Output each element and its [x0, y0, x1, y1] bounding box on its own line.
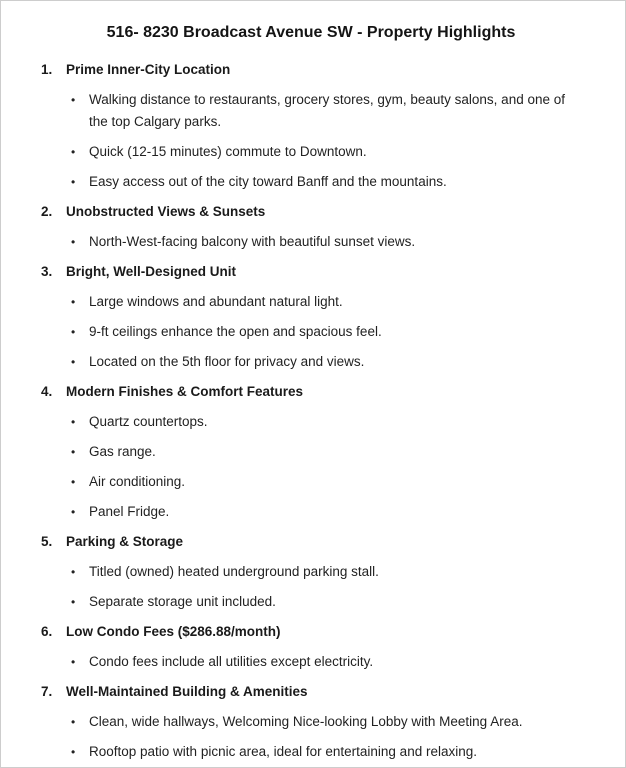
bullet-icon: • [71, 235, 76, 249]
bullet-icon: • [71, 175, 76, 189]
bullet-item [41, 741, 581, 763]
section-number: 7. [41, 684, 53, 699]
bullet-item [41, 171, 581, 193]
bullet-item [41, 231, 581, 253]
section-title: Low Condo Fees ($286.88/month) [66, 624, 281, 639]
section-heading [41, 201, 581, 223]
section-title: Well-Maintained Building & Amenities [66, 684, 308, 699]
section-heading [41, 381, 581, 403]
bullet-icon: • [71, 415, 76, 429]
section-title: Parking & Storage [66, 534, 184, 549]
bullet-icon: • [71, 715, 76, 729]
bullet-item [41, 321, 581, 343]
bullet-text: Walking distance to restaurants, grocery stores, gym, beauty salons, and one of the top Calgary parks. [89, 92, 565, 129]
bullet-icon: • [71, 565, 76, 579]
bullet-item [41, 501, 581, 523]
section-number: 5. [41, 534, 53, 549]
section-number: 1. [41, 62, 53, 77]
bullet-text: Titled (owned) heated underground parking stall. [89, 564, 379, 579]
bullet-item [41, 141, 581, 163]
bullet-item [41, 411, 581, 433]
bullet-text: Large windows and abundant natural light. [89, 294, 343, 309]
bullet-icon: • [71, 145, 76, 159]
bullet-item [41, 351, 581, 373]
bullet-text: Located on the 5th floor for privacy and views. [89, 354, 365, 369]
section-number: 3. [41, 264, 53, 279]
section-heading [41, 681, 581, 703]
section-title: Unobstructed Views & Sunsets [66, 204, 266, 219]
section-number: 4. [41, 384, 53, 399]
section-heading [41, 59, 581, 81]
bullet-item [41, 651, 581, 673]
bullet-text: Air conditioning. [89, 474, 186, 489]
bullet-icon: • [71, 745, 76, 759]
highlights-list [41, 59, 581, 763]
section-title: Modern Finishes & Comfort Features [66, 384, 304, 399]
bullet-icon: • [71, 445, 76, 459]
bullet-icon: • [71, 505, 76, 519]
bullet-item [41, 471, 581, 493]
bullet-icon: • [71, 93, 76, 107]
bullet-text: North-West-facing balcony with beautiful sunset views. [89, 234, 416, 249]
bullet-item [41, 89, 581, 133]
page-title: 516- 8230 Broadcast Avenue SW - Property Highlights [106, 24, 516, 41]
section-title: Bright, Well-Designed Unit [66, 264, 237, 279]
bullet-text: Quartz countertops. [89, 414, 208, 429]
bullet-text: Rooftop patio with picnic area, ideal for entertaining and relaxing. [89, 744, 477, 759]
bullet-text: Clean, wide hallways, Welcoming Nice-looking Lobby with Meeting Area. [89, 714, 523, 729]
section-heading [41, 621, 581, 643]
bullet-item [41, 591, 581, 613]
bullet-icon: • [71, 475, 76, 489]
bullet-icon: • [71, 325, 76, 339]
bullet-text: Condo fees include all utilities except electricity. [89, 654, 374, 669]
section-heading [41, 261, 581, 283]
bullet-item [41, 561, 581, 583]
bullet-item [41, 711, 581, 733]
bullet-item [41, 291, 581, 313]
bullet-icon: • [71, 655, 76, 669]
bullet-item [41, 441, 581, 463]
section-number: 6. [41, 624, 53, 639]
bullet-text: Quick (12-15 minutes) commute to Downtown. [89, 144, 367, 159]
bullet-icon: • [71, 595, 76, 609]
bullet-icon: • [71, 295, 76, 309]
bullet-text: Separate storage unit included. [89, 594, 276, 609]
bullet-text: Gas range. [89, 444, 156, 459]
bullet-text: 9-ft ceilings enhance the open and spacious feel. [89, 324, 382, 339]
bullet-text: Panel Fridge. [89, 504, 170, 519]
bullet-icon: • [71, 355, 76, 369]
bullet-text: Easy access out of the city toward Banff and the mountains. [89, 174, 447, 189]
section-title: Prime Inner-City Location [66, 62, 231, 77]
section-number: 2. [41, 204, 53, 219]
section-heading [41, 531, 581, 553]
